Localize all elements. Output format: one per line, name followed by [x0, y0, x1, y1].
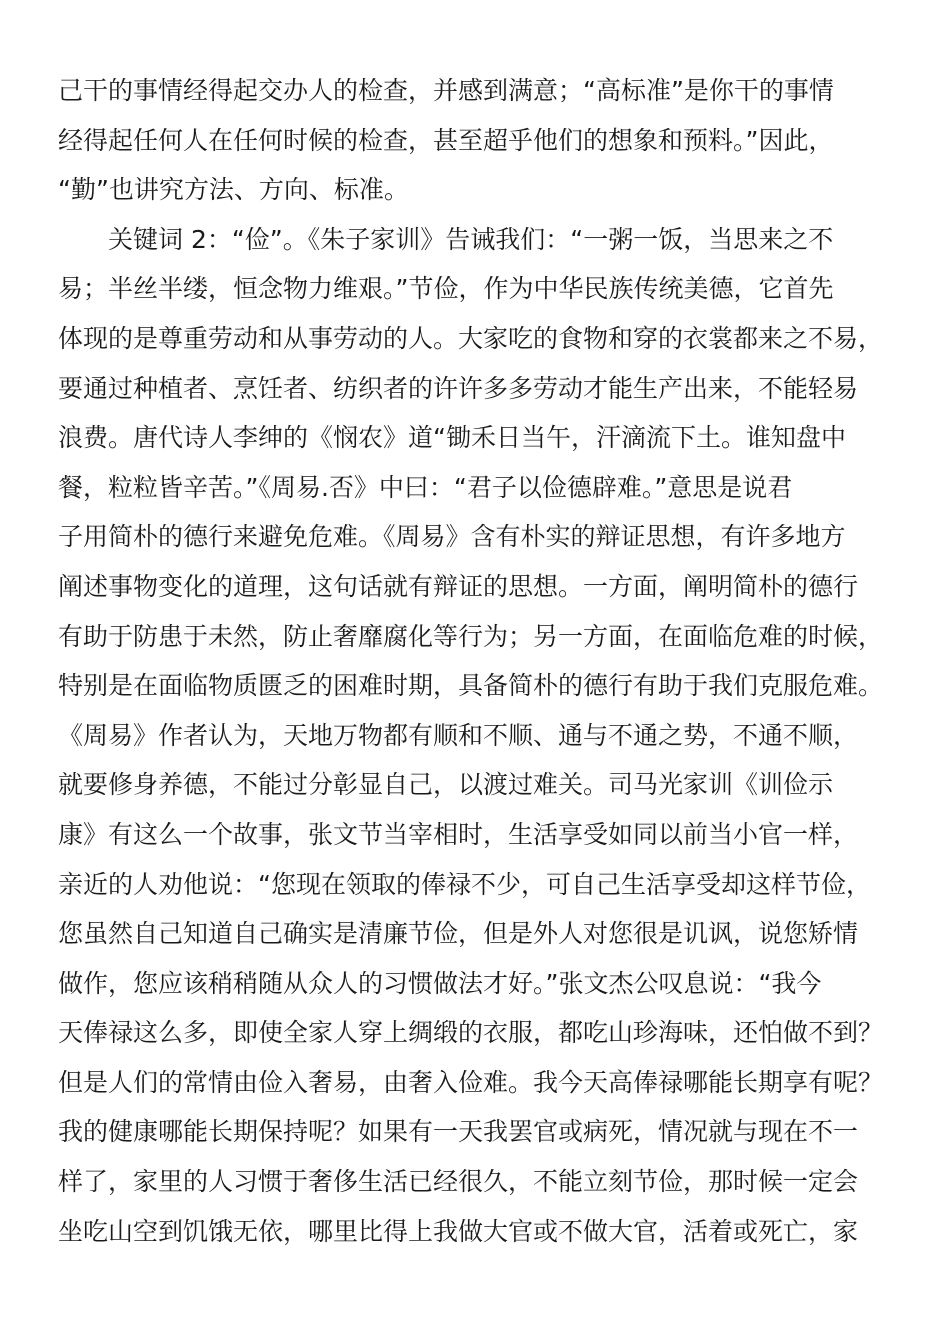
text-line: 体现的是尊重劳动和从事劳动的人。大家吃的食物和穿的衣裳都来之不易，: [58, 323, 884, 353]
text-line: 坐吃山空到饥饿无依，哪里比得上我做大官或不做大官，活着或死亡，家: [58, 1216, 859, 1246]
text-line: 己干的事情经得起交办人的检查，并感到满意；“高标准”是你干的事情: [58, 76, 834, 105]
text-line: 我的健康哪能长期保持呢？如果有一天我罢官或病死，情况就与现在不一: [58, 1117, 859, 1147]
text-line: 关键词 2：“俭”。《朱子家训》告诫我们：“一粥一饭，当思来之不: [58, 224, 834, 254]
text-line: 康》有这么一个故事，张文节当宰相时，生活享受如同以前当小官一样，: [58, 819, 859, 849]
body-text: [58, 66, 898, 1256]
text-line: 特别是在面临物质匮乏的困难时期，具备简朴的德行有助于我们克服危难。: [58, 671, 884, 701]
text-line: 天俸禄这么多，即使全家人穿上绸缎的衣服，都吃山珍海味，还怕做不到？: [58, 1018, 884, 1048]
text-line: 阐述事物变化的道理，这句话就有辩证的思想。一方面，阐明简朴的德行: [58, 571, 859, 601]
text-line: 亲近的人劝他说：“您现在领取的俸禄不少，可自己生活享受却这样节俭，: [58, 869, 871, 899]
text-line: 浪费。唐代诗人李绅的《悯农》道“锄禾日当午，汗滴流下土。谁知盘中: [58, 423, 846, 453]
text-line: 但是人们的常情由俭入奢易，由奢入俭难。我今天高俸禄哪能长期享有呢？: [58, 1067, 884, 1097]
text-line: 做作，您应该稍稍随从众人的习惯做法才好。”张文杰公叹息说：“我今: [58, 968, 822, 998]
text-line: 易；半丝半缕，恒念物力维艰。”节俭，作为中华民族传统美德，它首先: [58, 274, 834, 304]
text-line: 您虽然自己知道自己确实是清廉节俭，但是外人对您很是讥讽，说您矫情: [58, 919, 859, 949]
text-line: “勤”也讲究方法、方向、标准。: [58, 175, 409, 205]
text-line: 经得起任何人在任何时候的检查，甚至超乎他们的想象和预料。”因此，: [58, 125, 834, 155]
text-line: 就要修身养德，不能过分彰显自己，以渡过难关。司马光家训《训俭示: [58, 770, 834, 800]
text-line: 子用简朴的德行来避免危难。《周易》含有朴实的辩证思想，有许多地方: [58, 522, 846, 552]
text-line: 有助于防患于未然，防止奢靡腐化等行为；另一方面，在面临危难的时候，: [58, 621, 884, 651]
text-line: 餐，粒粒皆辛苦。”《周易.否》中曰：“君子以俭德辟难。”意思是说君: [58, 472, 793, 502]
text-line: 要通过种植者、烹饪者、纺织者的许许多多劳动才能生产出来，不能轻易: [58, 373, 859, 403]
text-line: 样了，家里的人习惯于奢侈生活已经很久，不能立刻节俭，那时候一定会: [58, 1167, 859, 1197]
text-line: 《周易》作者认为，天地万物都有顺和不顺、通与不通之势，不通不顺，: [58, 720, 859, 750]
